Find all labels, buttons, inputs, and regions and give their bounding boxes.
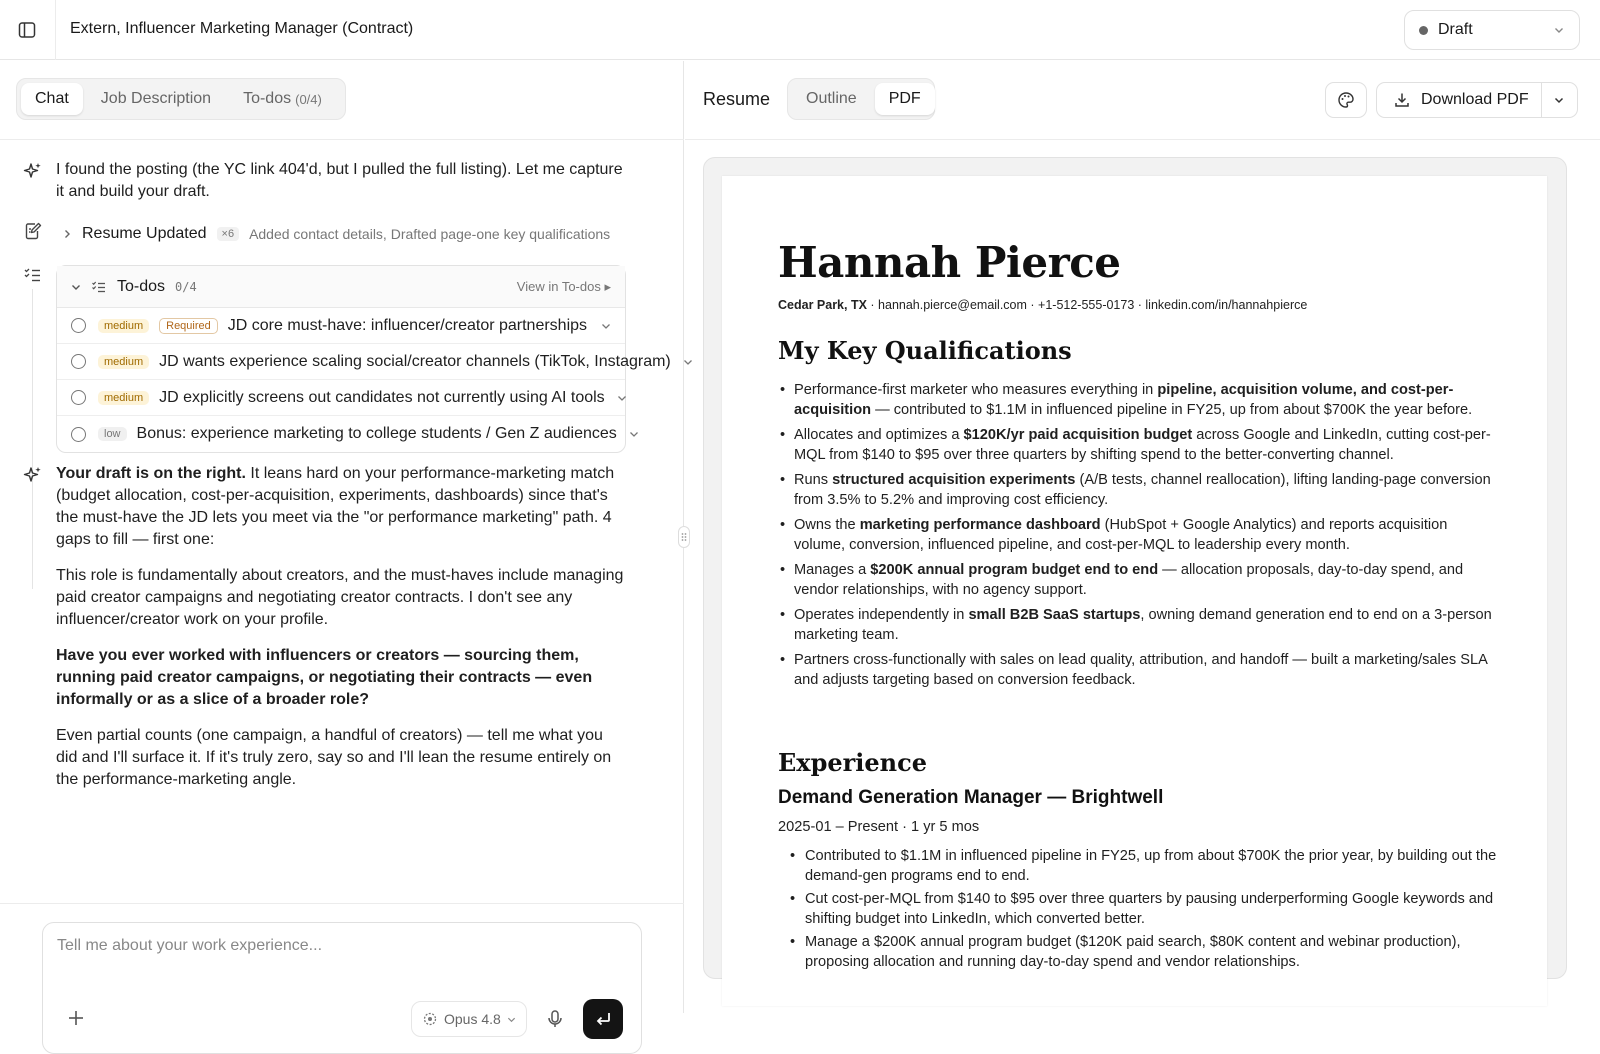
todo-text: JD core must-have: influencer/creator partnerships xyxy=(227,316,588,334)
chevron-down-icon xyxy=(1553,24,1565,36)
highlight: $200K annual program budget end to end xyxy=(870,562,1159,578)
chevron-down-icon xyxy=(1553,94,1565,106)
text: — contributed to $1.1M in influenced pipeline in FY25, up from about $700K the year before. xyxy=(871,402,1473,418)
text: — allocation proposals, day-to-day spend, and vendor relationships, with no agency support. xyxy=(794,562,1464,598)
composer xyxy=(42,922,642,1054)
tab-label: To-dos xyxy=(243,90,292,107)
highlight: structured acquisition experiments xyxy=(832,472,1076,488)
tab-label: Job Description xyxy=(100,90,212,107)
resume-toolbar xyxy=(685,61,1600,140)
tab-pdf[interactable] xyxy=(875,83,935,115)
thread-line xyxy=(32,289,33,589)
text: across Google and LinkedIn, cutting cost-per-MQL from $140 to $95 over three quarters by shifting spend to the better-converting channel. xyxy=(794,427,1491,463)
qualification-item xyxy=(778,515,1498,555)
download-pdf-button[interactable] xyxy=(1377,83,1542,117)
page-title: Extern, Influencer Marketing Manager (Contract) xyxy=(70,20,414,37)
text: Operates independently in xyxy=(794,607,969,623)
status-label: Draft xyxy=(1438,21,1473,38)
priority-badge: medium xyxy=(98,355,149,369)
section-heading-qualifications: My Key Qualifications xyxy=(778,336,1072,365)
download-icon xyxy=(1393,91,1411,109)
todo-text: Bonus: experience marketing to college students / Gen Z audiences xyxy=(136,425,617,442)
message-input[interactable] xyxy=(57,937,617,977)
job-title: Demand Generation Manager — Brightwell xyxy=(778,787,1164,808)
assistant-message xyxy=(56,463,626,805)
qualification-item xyxy=(778,425,1498,465)
palette-icon xyxy=(1337,91,1355,109)
qualification-item xyxy=(778,650,1498,690)
text: Allocates and optimizes a xyxy=(794,427,964,443)
chevron-down-icon[interactable] xyxy=(617,393,627,403)
view-toggle xyxy=(787,78,935,120)
download-options-button[interactable] xyxy=(1542,94,1577,106)
highlight: pipeline, acquisition volume, and cost-per-acquisition xyxy=(794,382,1454,418)
chat-tabs xyxy=(16,78,346,120)
resume-updated-label: Resume Updated xyxy=(82,225,207,242)
assistant-message: I found the posting (the YC link 404'd, but I pulled the full listing). Let me capture it and build your draft. xyxy=(56,161,623,200)
tab-chat[interactable] xyxy=(21,83,83,115)
model-icon xyxy=(422,1011,438,1027)
qualification-item xyxy=(778,380,1498,420)
model-label: Opus 4.8 xyxy=(444,1011,501,1027)
update-summary: Added contact details, Drafted page-one key qualifications xyxy=(249,226,611,242)
priority-badge: medium xyxy=(98,391,149,405)
view-in-todos-link[interactable]: View in To-dos ▸ xyxy=(516,278,611,294)
todo-checkbox[interactable] xyxy=(71,354,86,369)
edit-document-icon xyxy=(23,221,43,241)
resume-panel xyxy=(685,61,1600,1013)
todo-item[interactable] xyxy=(57,308,625,344)
divider xyxy=(55,0,56,60)
sparkle-icon xyxy=(23,161,43,181)
resume-updated-row[interactable] xyxy=(62,223,619,245)
model-selector[interactable] xyxy=(411,1001,527,1037)
job-bullet: • Cut cost-per-MQL from $140 to $95 over three quarters by pausing underperforming Google keywords and shifting budget into LinkedIn, which converted better. xyxy=(788,889,1498,929)
text: , owning demand generation end to end on a 3-person marketing team. xyxy=(794,607,1492,643)
chat-panel xyxy=(0,61,684,1027)
tab-label: Outline xyxy=(806,90,857,107)
tab-count: (0/4) xyxy=(295,91,322,107)
todo-item[interactable] xyxy=(57,416,625,452)
todo-checkbox[interactable] xyxy=(71,318,86,333)
todos-title: To-dos xyxy=(117,277,166,295)
checklist-icon xyxy=(91,279,107,295)
message-lead: Your draft is on the right. xyxy=(56,465,246,482)
status-dot xyxy=(1419,26,1428,35)
todo-item[interactable] xyxy=(57,380,625,416)
enter-icon xyxy=(593,1009,613,1029)
tab-label: PDF xyxy=(888,90,921,107)
chevron-down-icon[interactable] xyxy=(601,321,611,331)
resume-location: Cedar Park, TX xyxy=(778,298,867,312)
plus-icon[interactable] xyxy=(65,1007,87,1029)
job-bullets xyxy=(788,846,1498,975)
top-bar xyxy=(0,0,1600,60)
microphone-icon[interactable] xyxy=(543,1007,567,1031)
job-dates: 2025-01 – Present · 1 yr 5 mos xyxy=(778,819,980,835)
highlight: small B2B SaaS startups xyxy=(968,607,1141,623)
message-paragraph: This role is fundamentally about creators, and the must-haves include managing paid creator campaigns and negotiating creator contracts. I don't see any influencer/creator work on your profile. xyxy=(56,567,624,628)
theme-button[interactable] xyxy=(1325,82,1367,118)
download-pdf-group xyxy=(1376,82,1578,118)
todo-item[interactable] xyxy=(57,344,671,380)
section-heading-experience: Experience xyxy=(778,748,928,777)
todo-text: JD explicitly screens out candidates not currently using AI tools xyxy=(159,388,605,406)
qualification-item xyxy=(778,605,1498,645)
sidebar-toggle-icon[interactable] xyxy=(16,19,38,41)
text: Runs xyxy=(794,472,833,488)
tab-todos[interactable] xyxy=(229,83,336,115)
todos-header[interactable] xyxy=(57,266,625,308)
resume-contact-details: · hannah.pierce@email.com · +1-512-555-0173 · linkedin.com/in/hannahpierce xyxy=(866,298,1308,312)
resume-page xyxy=(722,176,1547,1006)
resume-label: Resume xyxy=(703,89,771,109)
qualification-item xyxy=(778,560,1498,600)
text: (HubSpot + Google Analytics) and reports acquisition volume, conversion, influenced pipeline, and cost-per-MQL to leadership every month. xyxy=(794,517,1448,553)
highlight: marketing performance dashboard xyxy=(859,517,1101,533)
send-button[interactable] xyxy=(583,999,623,1039)
message-question: Have you ever worked with influencers or creators — sourcing them, running paid creator campaigns, or negotiating their contracts — even informally or as a slice of a broader role? xyxy=(56,647,593,708)
tab-job-description[interactable] xyxy=(87,83,225,115)
chevron-down-icon xyxy=(507,1015,516,1024)
composer-area xyxy=(0,903,684,1027)
text: (A/B tests, channel reallocation), lifting landing-page conversion from 3.5% to 5.2% and improving cost efficiency. xyxy=(794,472,1491,508)
message-paragraph xyxy=(56,463,626,551)
job-bullet: • Contributed to $1.1M in influenced pipeline in FY25, up from about $700K the prior year, by building out the demand-gen programs end to end. xyxy=(788,846,1498,886)
text: Partners cross-functionally with sales on lead quality, attribution, and handoff — built a marketing/sales SLA and adjusts targeting based on conversion feedback. xyxy=(794,652,1488,688)
todos-count: 0/4 xyxy=(175,279,197,294)
resume-name: Hannah Pierce xyxy=(778,238,1121,287)
job-bullet: • Manage a $200K annual program budget ($120K paid search, $80K content and webinar production), proposing allocation and running day-to-day spend and vendor relationships. xyxy=(788,932,1498,972)
chevron-down-icon xyxy=(71,282,81,292)
text: Manages a xyxy=(794,562,871,578)
required-badge: Required xyxy=(159,318,218,334)
sparkle-icon xyxy=(23,465,43,485)
qualification-item xyxy=(778,470,1498,510)
text: Performance-first marketer who measures everything in xyxy=(794,382,1158,398)
status-dropdown[interactable] xyxy=(1404,10,1580,50)
priority-badge: medium xyxy=(98,319,149,333)
message-paragraph: Even partial counts (one campaign, a handful of creators) — tell me what you did and I'll surface it. If it's truly zero, say so and I'll lean the resume entirely on the performance-marketing angle. xyxy=(56,727,612,788)
download-label: Download PDF xyxy=(1421,91,1529,108)
todo-checkbox[interactable] xyxy=(71,390,86,405)
priority-badge: low xyxy=(98,427,127,441)
qualifications-list xyxy=(778,380,1498,695)
highlight: $120K/yr paid acquisition budget xyxy=(963,427,1193,443)
text: Owns the xyxy=(794,517,860,533)
todo-text: JD wants experience scaling social/creator channels (TikTok, Instagram) xyxy=(159,352,671,370)
todo-checkbox[interactable] xyxy=(71,427,86,442)
tab-outline[interactable] xyxy=(792,83,871,115)
message-text: It leans hard on your performance-marketing match (budget allocation, cost-per-acquisition, experiments, dashboards) since that's the must-have the JD lets you meet via the "or performance marketing" path. 4 gaps to fill — first one: xyxy=(56,465,615,548)
chevron-down-icon[interactable] xyxy=(629,429,639,439)
chat-tabs-bar xyxy=(0,61,684,140)
checklist-icon xyxy=(23,265,43,285)
chevron-right-icon xyxy=(62,229,72,239)
pdf-viewer[interactable] xyxy=(703,157,1567,979)
update-count-badge: ×6 xyxy=(217,227,240,241)
tab-label: Chat xyxy=(35,90,69,107)
chat-thread xyxy=(0,141,684,903)
resume-contact xyxy=(778,298,1307,312)
todos-card xyxy=(56,265,671,453)
